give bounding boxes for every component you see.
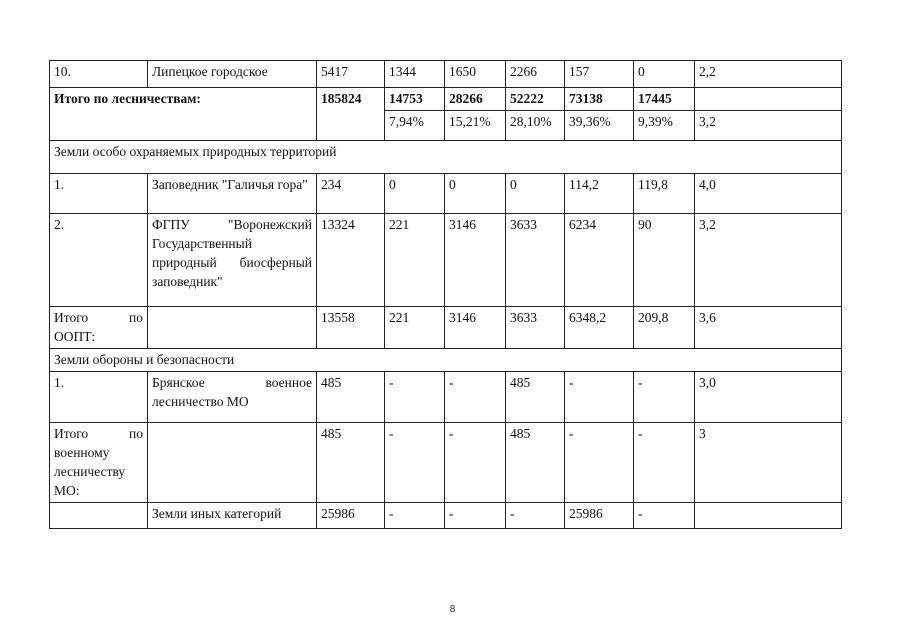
table-cell: 15,21% — [445, 111, 506, 141]
table-cell: 185824 — [317, 88, 385, 141]
table-cell: 28266 — [445, 88, 506, 111]
table-cell: 13324 — [317, 214, 385, 307]
table-cell: - — [634, 372, 695, 423]
table-cell — [148, 423, 317, 503]
table-cell: 485 — [317, 423, 385, 503]
table-cell: 209,8 — [634, 307, 695, 349]
table-cell: 13558 — [317, 307, 385, 349]
table-cell: - — [445, 372, 506, 423]
table-cell: Итого по военному лесничеству МО: — [50, 423, 148, 503]
table-cell — [695, 88, 842, 111]
table-row-total — [50, 423, 842, 503]
table-cell: 2. — [50, 214, 148, 307]
table-cell: 6348,2 — [565, 307, 634, 349]
table-cell: 6234 — [565, 214, 634, 307]
forest-lands-table — [49, 60, 842, 529]
table-cell: 485 — [506, 423, 565, 503]
table-cell: - — [385, 423, 445, 503]
table-row — [50, 61, 842, 88]
table-cell: Земли иных категорий — [148, 503, 317, 529]
table-cell — [695, 503, 842, 529]
table-cell: Липецкое городское — [148, 61, 317, 88]
table-cell: 3 — [695, 423, 842, 503]
table-cell: - — [565, 423, 634, 503]
table-cell: 9,39% — [634, 111, 695, 141]
table-cell: 1344 — [385, 61, 445, 88]
table-cell: 485 — [317, 372, 385, 423]
table-cell: 3146 — [445, 307, 506, 349]
table-cell: 25986 — [317, 503, 385, 529]
table-cell: - — [506, 503, 565, 529]
table-cell: 3,6 — [695, 307, 842, 349]
table-cell: 17445 — [634, 88, 695, 111]
section-row — [50, 349, 842, 372]
page-number: 8 — [449, 604, 456, 615]
table-cell: 3633 — [506, 214, 565, 307]
table-cell: 0 — [385, 174, 445, 214]
table-cell: 1650 — [445, 61, 506, 88]
table-cell: 157 — [565, 61, 634, 88]
table-cell — [50, 503, 148, 529]
section-heading: Земли обороны и безопасности — [50, 349, 842, 372]
table-cell: 1. — [50, 372, 148, 423]
table-cell: ФГПУ "Воронежский Государственный природный биосферный заповедник" — [148, 214, 317, 307]
table-cell: 114,2 — [565, 174, 634, 214]
section-row — [50, 141, 842, 174]
table-row — [50, 372, 842, 423]
table-cell: - — [634, 503, 695, 529]
table-cell: - — [385, 503, 445, 529]
table-cell: 119,8 — [634, 174, 695, 214]
table-row-total — [50, 88, 842, 111]
total-label-cell: Итого по лесничествам: — [50, 88, 317, 141]
table-cell: Заповедник "Галичья гора" — [148, 174, 317, 214]
table-cell: 90 — [634, 214, 695, 307]
table-cell: 2266 — [506, 61, 565, 88]
table-row — [50, 174, 842, 214]
table-cell: 2,2 — [695, 61, 842, 88]
table-cell: 485 — [506, 372, 565, 423]
table-cell: 39,36% — [565, 111, 634, 141]
table-cell: 0 — [634, 61, 695, 88]
table-cell: 4,0 — [695, 174, 842, 214]
table-cell: 1. — [50, 174, 148, 214]
table-cell: 0 — [445, 174, 506, 214]
table-cell: 52222 — [506, 88, 565, 111]
table-cell: 0 — [506, 174, 565, 214]
table-cell: 234 — [317, 174, 385, 214]
table-cell: - — [385, 372, 445, 423]
table-cell: Итого по ООПТ: — [50, 307, 148, 349]
table-cell: 3633 — [506, 307, 565, 349]
table-cell: 7,94% — [385, 111, 445, 141]
table-cell: 25986 — [565, 503, 634, 529]
table-cell: 73138 — [565, 88, 634, 111]
section-heading: Земли особо охраняемых природных территорий — [50, 141, 842, 174]
table-cell: - — [445, 503, 506, 529]
table-cell: 5417 — [317, 61, 385, 88]
table-cell: - — [445, 423, 506, 503]
table-cell: 3,0 — [695, 372, 842, 423]
table-row — [50, 503, 842, 529]
table-cell: 221 — [385, 214, 445, 307]
table-row — [50, 214, 842, 307]
table-cell: 3146 — [445, 214, 506, 307]
table-cell: 3,2 — [695, 214, 842, 307]
table-cell: 221 — [385, 307, 445, 349]
table-cell: 3,2 — [695, 111, 842, 141]
table-cell: 28,10% — [506, 111, 565, 141]
table-cell: - — [565, 372, 634, 423]
table-cell — [148, 307, 317, 349]
table-cell: 10. — [50, 61, 148, 88]
table-cell: 14753 — [385, 88, 445, 111]
table-cell: Брянское военное лесничество МО — [148, 372, 317, 423]
table-cell: - — [634, 423, 695, 503]
table-row-total — [50, 307, 842, 349]
